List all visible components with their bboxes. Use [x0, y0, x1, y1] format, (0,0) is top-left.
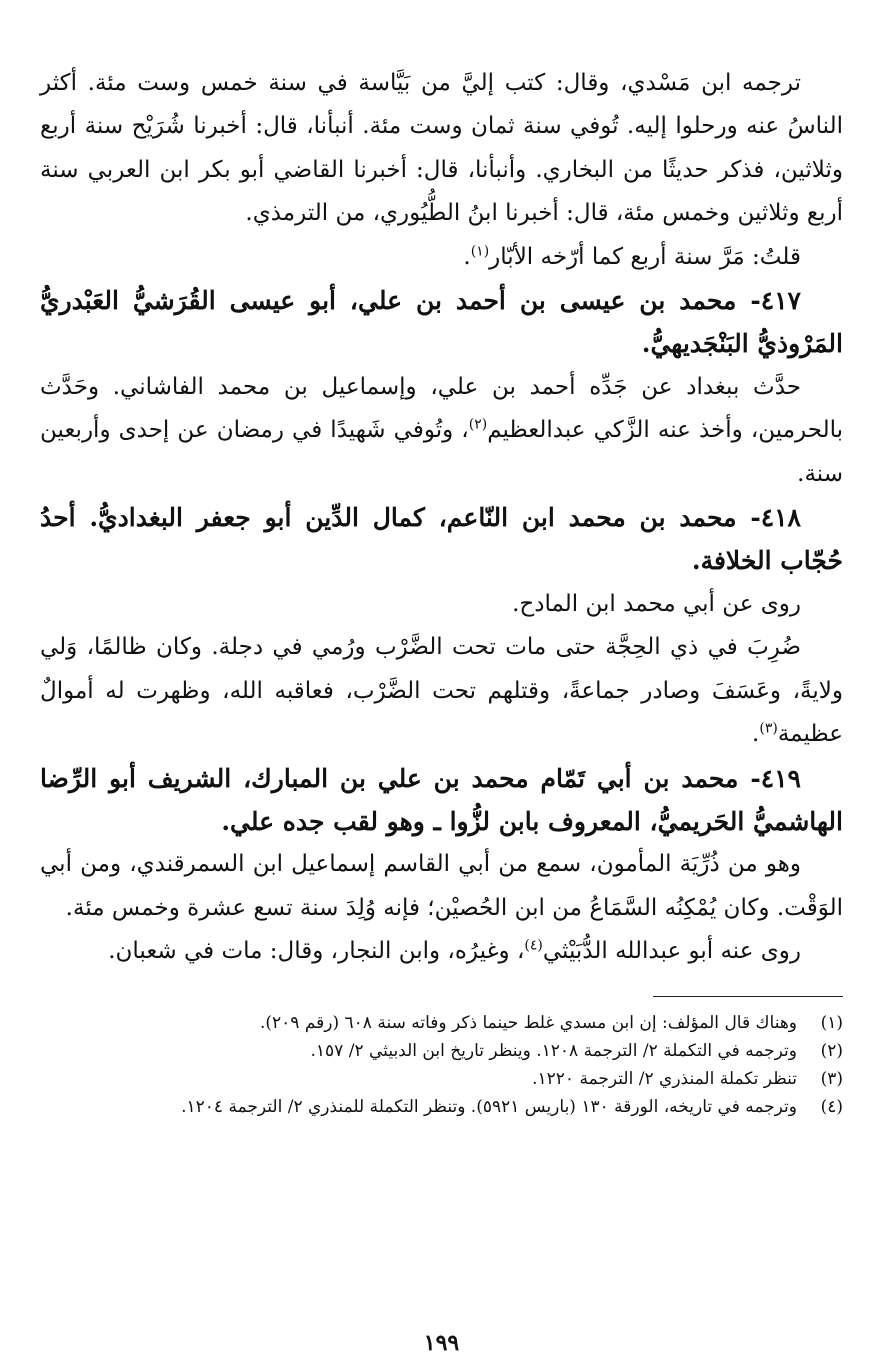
footnote-number: (١) — [820, 1012, 843, 1033]
intro-remark — [40, 236, 843, 279]
book-page — [40, 62, 843, 1356]
footnote-item — [40, 1011, 843, 1036]
intro-paragraph: ترجمه ابن مَسْدي، وقال: كتب إليَّ من بَيَّاسة في سنة خمس وست مئة. أكثر الناسُ عنه ورحلوا إليه. تُوفي سنة ثمان وست مئة. أنبأنا، قال: أخبرنا شُرَيْح سنة أربع وثلاثين، فذكر حديثًا من البخاري. وأنبأنا، قال: أخبرنا القاضي أبو بكر ابن العربي سنة أربع وثلاثين وخمس مئة، قال: أخبرنا ابنُ الطُّيُوري، من الترمذي. — [40, 70, 843, 227]
footnote-ref-1[interactable]: (١) — [470, 242, 490, 259]
entry-419-heading — [40, 757, 843, 844]
paragraph-end: ، وغيرُه، وابن النجار، وقال: مات في شعبان. — [108, 938, 525, 965]
footnote-text: وهناك قال المؤلف: إن ابن مسدي غلط حينما ذكر وفاته سنة ٦٠٨ (رقم ٢٠٩). — [260, 1012, 797, 1033]
paragraph-end: . — [752, 721, 760, 748]
footnote-text: تنظر تكملة المنذري ٢/ الترجمة ١٢٢٠. — [532, 1068, 797, 1089]
paragraph-text: روى عن أبي محمد ابن المادح. — [512, 590, 801, 617]
entry-419-paragraph-2 — [40, 930, 843, 973]
footnote-item — [40, 1095, 843, 1120]
footnote-text: وترجمه في تاريخه، الورقة ١٣٠ (باريس ٥٩٢١). وتنظر التكملة للمنذري ٢/ الترجمة ١٢٠٤. — [181, 1096, 797, 1117]
main-text — [40, 62, 843, 974]
entry-number: ٤١٩- — [750, 763, 801, 793]
footnote-item — [40, 1067, 843, 1092]
paragraph-end: ، وتُوفي شَهيدًا في رمضان عن إحدى وأربعين سنة. — [40, 417, 843, 487]
footnote-number: (٣) — [820, 1068, 843, 1089]
footnotes — [40, 1011, 843, 1120]
remark-text: قلتُ: مَرَّ سنة أربع كما أرّخه الأبّار — [489, 243, 801, 270]
entry-417-paragraph — [40, 366, 843, 496]
entry-number: ٤١٨- — [750, 503, 801, 533]
footnote-item — [40, 1039, 843, 1064]
paragraph-text: حدَّث ببغداد عن جَدِّه أحمد بن علي، وإسماعيل بن محمد الفاشاني. وحَدَّث بالحرمين، وأخذ عنه الزَّكي عبدالعظيم — [40, 373, 843, 444]
entry-419-paragraph-1 — [40, 843, 843, 930]
page-number: ١٩٩ — [423, 1330, 460, 1356]
paragraph-text: روى عنه أبو عبدالله الدُّبَيْثي — [542, 938, 801, 965]
entry-title: محمد بن أبي تَمّام محمد بن علي بن المبارك، الشريف أبو الرِّضا الهاشميُّ الحَريميُّ، المعروف بابن لزُّوا ـ وهو لقب جده علي. — [40, 763, 843, 836]
entry-418-paragraph-2 — [40, 626, 843, 756]
footnote-text: وترجمه في التكملة ٢/ الترجمة ١٢٠٨. وينظر تاريخ ابن الدبيثي ٢/ ١٥٧. — [310, 1040, 797, 1061]
entry-number: ٤١٧- — [750, 286, 801, 316]
entry-418-heading — [40, 496, 843, 583]
paragraph-text: وهو من ذُرِّيَة المأمون، سمع من أبي القاسم إسماعيل ابن السمرقندي، ومن أبي الوَقْت. وكان يُمْكِنُه السَّمَاعُ من ابن الحُصيْن؛ فإنه وُلِدَ سنة تسع عشرة وخمس مئة. — [40, 851, 843, 921]
paragraph-text: ضُرِبَ في ذي الحِجَّة حتى مات تحت الضَّرْب ورُمي في دجلة. وكان ظالمًا، وَلي ولايةً، وعَسَفَ وصادر جماعةً، وقتلهم تحت الضَّرْب، فعاقبه الله، وظهرت له أموالٌ عظيمة — [40, 634, 843, 748]
footnote-ref-4[interactable]: (٤) — [524, 937, 543, 954]
footnote-ref-3[interactable]: (٣) — [759, 720, 778, 737]
footnote-number: (٢) — [820, 1040, 843, 1061]
footnote-ref-2[interactable]: (٢) — [468, 416, 488, 433]
entry-title: محمد بن محمد ابن النّاعم، كمال الدِّين أبو جعفر البغداديُّ. أحدُ حُجّاب الخلافة. — [40, 503, 843, 576]
entry-title: محمد بن عيسى بن أحمد بن علي، أبو عيسى القُرَشيُّ العَبْدريُّ المَرْوذيُّ البَنْجَديهيُّ. — [40, 286, 843, 359]
footnote-number: (٤) — [820, 1096, 843, 1117]
entry-417-heading — [40, 279, 843, 366]
footnote-divider — [653, 996, 843, 997]
remark-end: . — [463, 243, 471, 270]
entry-418-paragraph-1 — [40, 583, 843, 626]
